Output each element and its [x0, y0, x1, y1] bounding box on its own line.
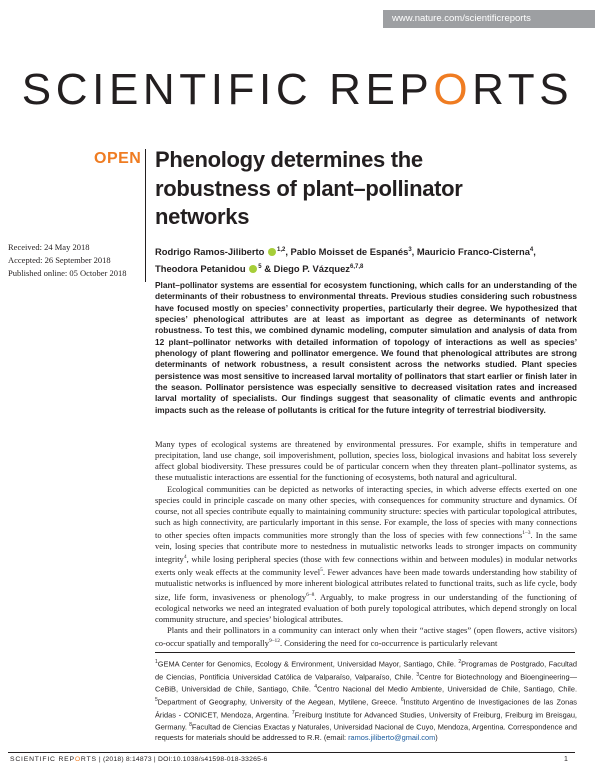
affiliations [155, 657, 577, 743]
email-link[interactable]: ramos.jiliberto@gmail.com [348, 733, 436, 743]
author-name[interactable]: Rodrigo Ramos-Jiliberto [155, 246, 265, 258]
author-name[interactable]: , Pablo Moisset de Espanés [285, 246, 409, 258]
affiliation-marker: 5 [155, 697, 158, 704]
footer-divider [8, 752, 575, 753]
body-paragraph: Many types of ecological systems are threatened by environmental pressures. For example, shifts in temperature and precipitation, land use change, soil impoverishment, pollution, species loss, biological invasions and habitat loss severely affect global biodiversity. These pressures could be of particular concern when they threaten plant–pollinator systems, as these mutualistic interactions are essential for the functioning of ecosystems, both natural and agricultural. [155, 439, 577, 483]
journal-title-part: RTS [472, 65, 574, 114]
footer-journal-part: SCIENTIFIC REP [10, 756, 75, 763]
citation-link[interactable]: 9–12 [269, 637, 280, 644]
affiliation-marker: 7 [291, 709, 295, 716]
affiliation: Centre for Biotechnology and Bioengineering—CeBiB, Universidad de Chile, Santiago, Chile. [155, 672, 577, 694]
footnote-divider [155, 652, 575, 653]
received-date: Received: 24 May 2018 [8, 242, 90, 252]
journal-title-accent: O [433, 65, 473, 114]
body-text: Ecological communities can be depicted as networks of interacting species, in which adverse effects exerted on one species could in principle cascade on many other species, with consequences for community structure and dynamics. Of course, not all species contribute equally to maintaining community structure: species with particular topological attributes, such as high connectivity, are particularly important in this sense. For example, the loss of species with many connections to other species often impacts communities more strongly than the loss of species with few connections [155, 483, 577, 541]
citation-link[interactable]: 6–8 [306, 591, 315, 598]
affiliation-marker: 4 [314, 684, 317, 691]
author-affiliation-marker: 4 [529, 247, 534, 253]
footer-citation: | (2018) 8:14873 | DOI:10.1038/s41598-018-33265-6 [96, 756, 268, 763]
author-affiliation-marker: 5 [258, 263, 262, 270]
affiliation-marker: 6 [400, 697, 404, 704]
article-title: Phenology determines the robustness of plant–pollinator networks [155, 147, 463, 229]
affiliation: Facultad de Ciencias Exactas y Naturales, Universidad Nacional de Cuyo, Mendoza, Argentina. Correspondence and requests for materials should be addressed to R.R. (email: [155, 722, 577, 743]
affiliation: Freiburg Institute for Advanced Studies, University of Freiburg, Freiburg im Breisgau, Germany. [155, 710, 577, 732]
affiliation: GEMA Center for Genomics, Ecology & Environment, Universidad Mayor, Santiago, Chile. [157, 659, 459, 669]
author-list [155, 243, 575, 276]
author-name[interactable]: , Theodora Petanidou [155, 246, 536, 274]
published-date: Published online: 05 October 2018 [8, 268, 127, 278]
abstract: Plant–pollinator systems are essential for ecosystem functioning, which calls for an understanding of the determinants of their robustness to environmental threats. Previous studies considering such robustness have focused mostly on species’ connectivity properties, particularly their degree. We hypothesized that species’ phenological attributes are at least as important as degree as determinants of network robustness. To test this, we combined dynamic modeling, computer simulation and analysis of data from 12 plant–pollinator networks with detailed information of topology of interactions as well as species’ phenology of plant flowering and pollinator emergence. We found that phenological attributes are strong determinants of network robustness, a result consistent across the networks studied. Plant species persistence was most sensitive to increased larval mortality of pollinators that start earlier or finish later in the season. Pollinator persistence was especially sensitive to decreased visitation rates and increased larval mortality of specialists. Our findings suggest that seasonality of climatic events and anthropic impacts such as the release of pollutants is critical for the future integrity of terrestrial biodiversity. [155, 280, 577, 415]
body-paragraph [155, 625, 577, 649]
article-dates [8, 241, 143, 280]
body-text: . In the same vein, losing species that contribute more to nestedness in mutualistic networks leads to stronger impacts on community integrity [155, 530, 577, 565]
body-text: . Arguably, to make progress in our understanding of the functioning of ecological networks we need an integrated evaluation of both purely topological attributes, which depend strongly on local community structure, and species’ biological attributes. [155, 591, 577, 624]
page-number: 1 [564, 756, 568, 763]
affiliation-marker: 1 [155, 659, 158, 665]
body-paragraph [155, 484, 577, 625]
affiliation: Department of Geography, University of the Aegean, Mytilene, Greece. [157, 697, 401, 707]
affiliation: Centro Nacional del Medio Ambiente, Universidad de Chile, Santiago, Chile. [317, 684, 577, 694]
orcid-icon[interactable] [249, 265, 257, 273]
affiliation-marker: 2 [458, 659, 462, 665]
body-text: . Considering the need for co-occurrence is particularly relevant [280, 637, 498, 648]
footer-journal [10, 756, 97, 763]
citation-link[interactable]: 5 [320, 567, 323, 574]
affiliation-marker: 3 [416, 671, 420, 678]
affiliation: Instituto Argentino de Investigaciones de las Zonas Áridas - CONICET, Mendoza, Argentina. [155, 697, 577, 720]
author-name[interactable]: & Diego P. Vázquez [261, 262, 350, 274]
author-name[interactable]: , Mauricio Franco-Cisterna [411, 246, 530, 258]
body-text: . Fewer advances have been made towards understanding how stability of mutualistic networks is influenced by more inherent biological attributes related to functional traits, such as life cycle, body size, life form, invasiveness or phenology [155, 567, 577, 602]
citation-link[interactable]: 4 [183, 554, 187, 561]
open-access-label: OPEN [94, 150, 142, 167]
author-affiliation-marker: 1,2 [277, 247, 286, 253]
journal-url[interactable]: www.nature.com/scientificreports [383, 10, 595, 28]
footer-journal-part: RTS [80, 756, 97, 763]
footer-journal-accent: O [74, 756, 81, 763]
affiliation: Programas de Postgrado, Facultad de Ciencias, Pontificia Universidad Católica de Valparaíso, Valparaíso, Chile. [155, 659, 577, 682]
affiliation: ) [435, 733, 438, 743]
author-affiliation-marker: 3 [408, 247, 412, 253]
title-divider [145, 149, 146, 282]
body-text: , while losing peripheral species (those with few connections within and between modules) in modular networks exerts only weak effects at the community level [155, 554, 577, 578]
journal-title [0, 64, 595, 116]
accepted-date: Accepted: 26 September 2018 [8, 255, 111, 265]
article-body [155, 439, 577, 649]
affiliation-marker: 8 [189, 722, 192, 729]
orcid-icon[interactable] [268, 248, 276, 256]
citation-link[interactable]: 1–3 [522, 530, 531, 537]
body-text: Plants and their pollinators in a community can interact only when their “active stages” (open flowers, active visitors) co-occur spatially and temporally [155, 624, 577, 648]
author-affiliation-marker: 6,7,8 [349, 263, 364, 270]
page-footer [10, 756, 268, 763]
journal-title-part: SCIENTIFIC REP [21, 65, 434, 114]
